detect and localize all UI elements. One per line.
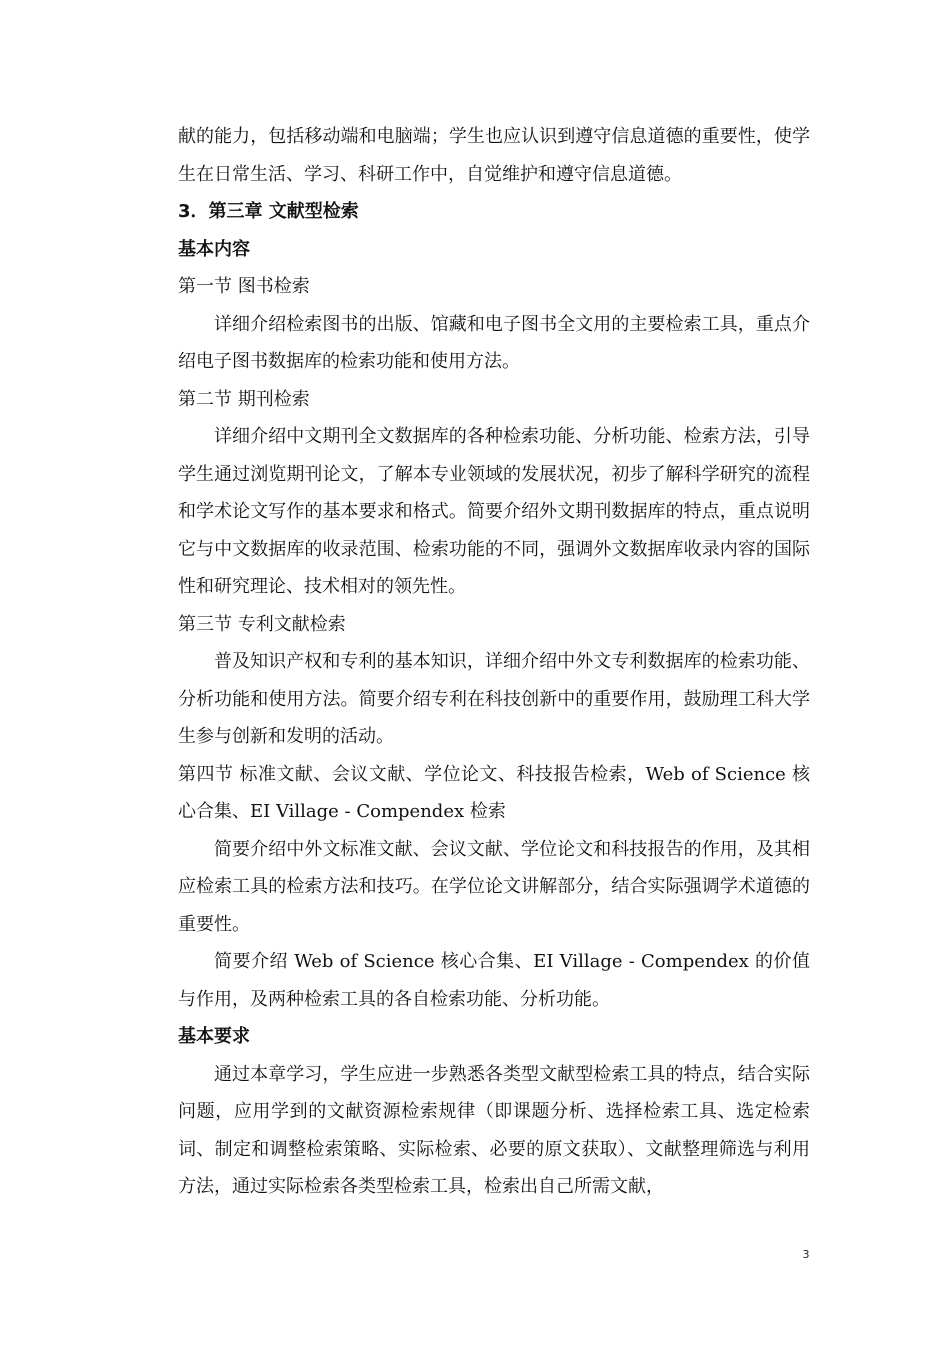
section-2-body: 详细介绍中文期刊全文数据库的各种检索功能、分析功能、检索方法，引导学生通过浏览期刊论文，了解本专业领域的发展状况，初步了解科学研究的流程和学术论文写作的基本要求和格式。简要介绍外文期刊数据库的特点，重点说明它与中文数据库的收录范围、检索功能的不同，强调外文数据库收录内容的国际性和研究理论、技术相对的领先性。 <box>178 426 810 597</box>
section-4-title: 第四节 标准文献、会议文献、学位论文、科技报告检索，Web of Science 核心合集、EI Village - Compendex 检索 <box>178 763 810 822</box>
section-4-body-1: 简要介绍中外文标准文献、会议文献、学位论文和科技报告的作用，及其相应检索工具的检索方法和技巧。在学位论文讲解部分，结合实际强调学术道德的重要性。 <box>178 838 810 935</box>
section-1-title: 第一节 图书检索 <box>178 276 310 297</box>
section-4-body-2: 简要介绍 Web of Science 核心合集、EI Village - Compendex 的价值与作用，及两种检索工具的各自检索功能、分析功能。 <box>178 951 810 1010</box>
section-3-body: 普及知识产权和专利的基本知识，详细介绍中外文专利数据库的检索功能、分析功能和使用方法。简要介绍专利在科技创新中的重要作用，鼓励理工科大学生参与创新和发明的活动。 <box>178 651 810 747</box>
chapter-heading: 3．第三章 文献型检索 <box>178 201 359 222</box>
basic-content-heading: 基本内容 <box>178 238 250 260</box>
requirements-body: 通过本章学习，学生应进一步熟悉各类型文献型检索工具的特点，结合实际问题，应用学到的文献资源检索规律（即课题分析、选择检索工具、选定检索词、制定和调整检索策略、实际检索、必要的原文获取）、文献整理筛选与利用方法，通过实际检索各类型检索工具，检索出自己所需文献， <box>178 1063 810 1197</box>
paragraph-1: 献的能力，包括移动端和电脑端；学生也应认识到遵守信息道德的重要性，使学生在日常生活、学习、科研工作中，自觉维护和遵守信息道德。 <box>178 126 810 185</box>
section-3-title: 第三节 专利文献检索 <box>178 613 346 635</box>
basic-requirements-heading: 基本要求 <box>178 1026 250 1047</box>
page-number: 3 <box>802 1248 810 1261</box>
document-page <box>178 118 810 1206</box>
section-1-body: 详细介绍检索图书的出版、馆藏和电子图书全文用的主要检索工具，重点介绍电子图书数据库的检索功能和使用方法。 <box>178 313 810 372</box>
section-2-title: 第二节 期刊检索 <box>178 388 310 410</box>
